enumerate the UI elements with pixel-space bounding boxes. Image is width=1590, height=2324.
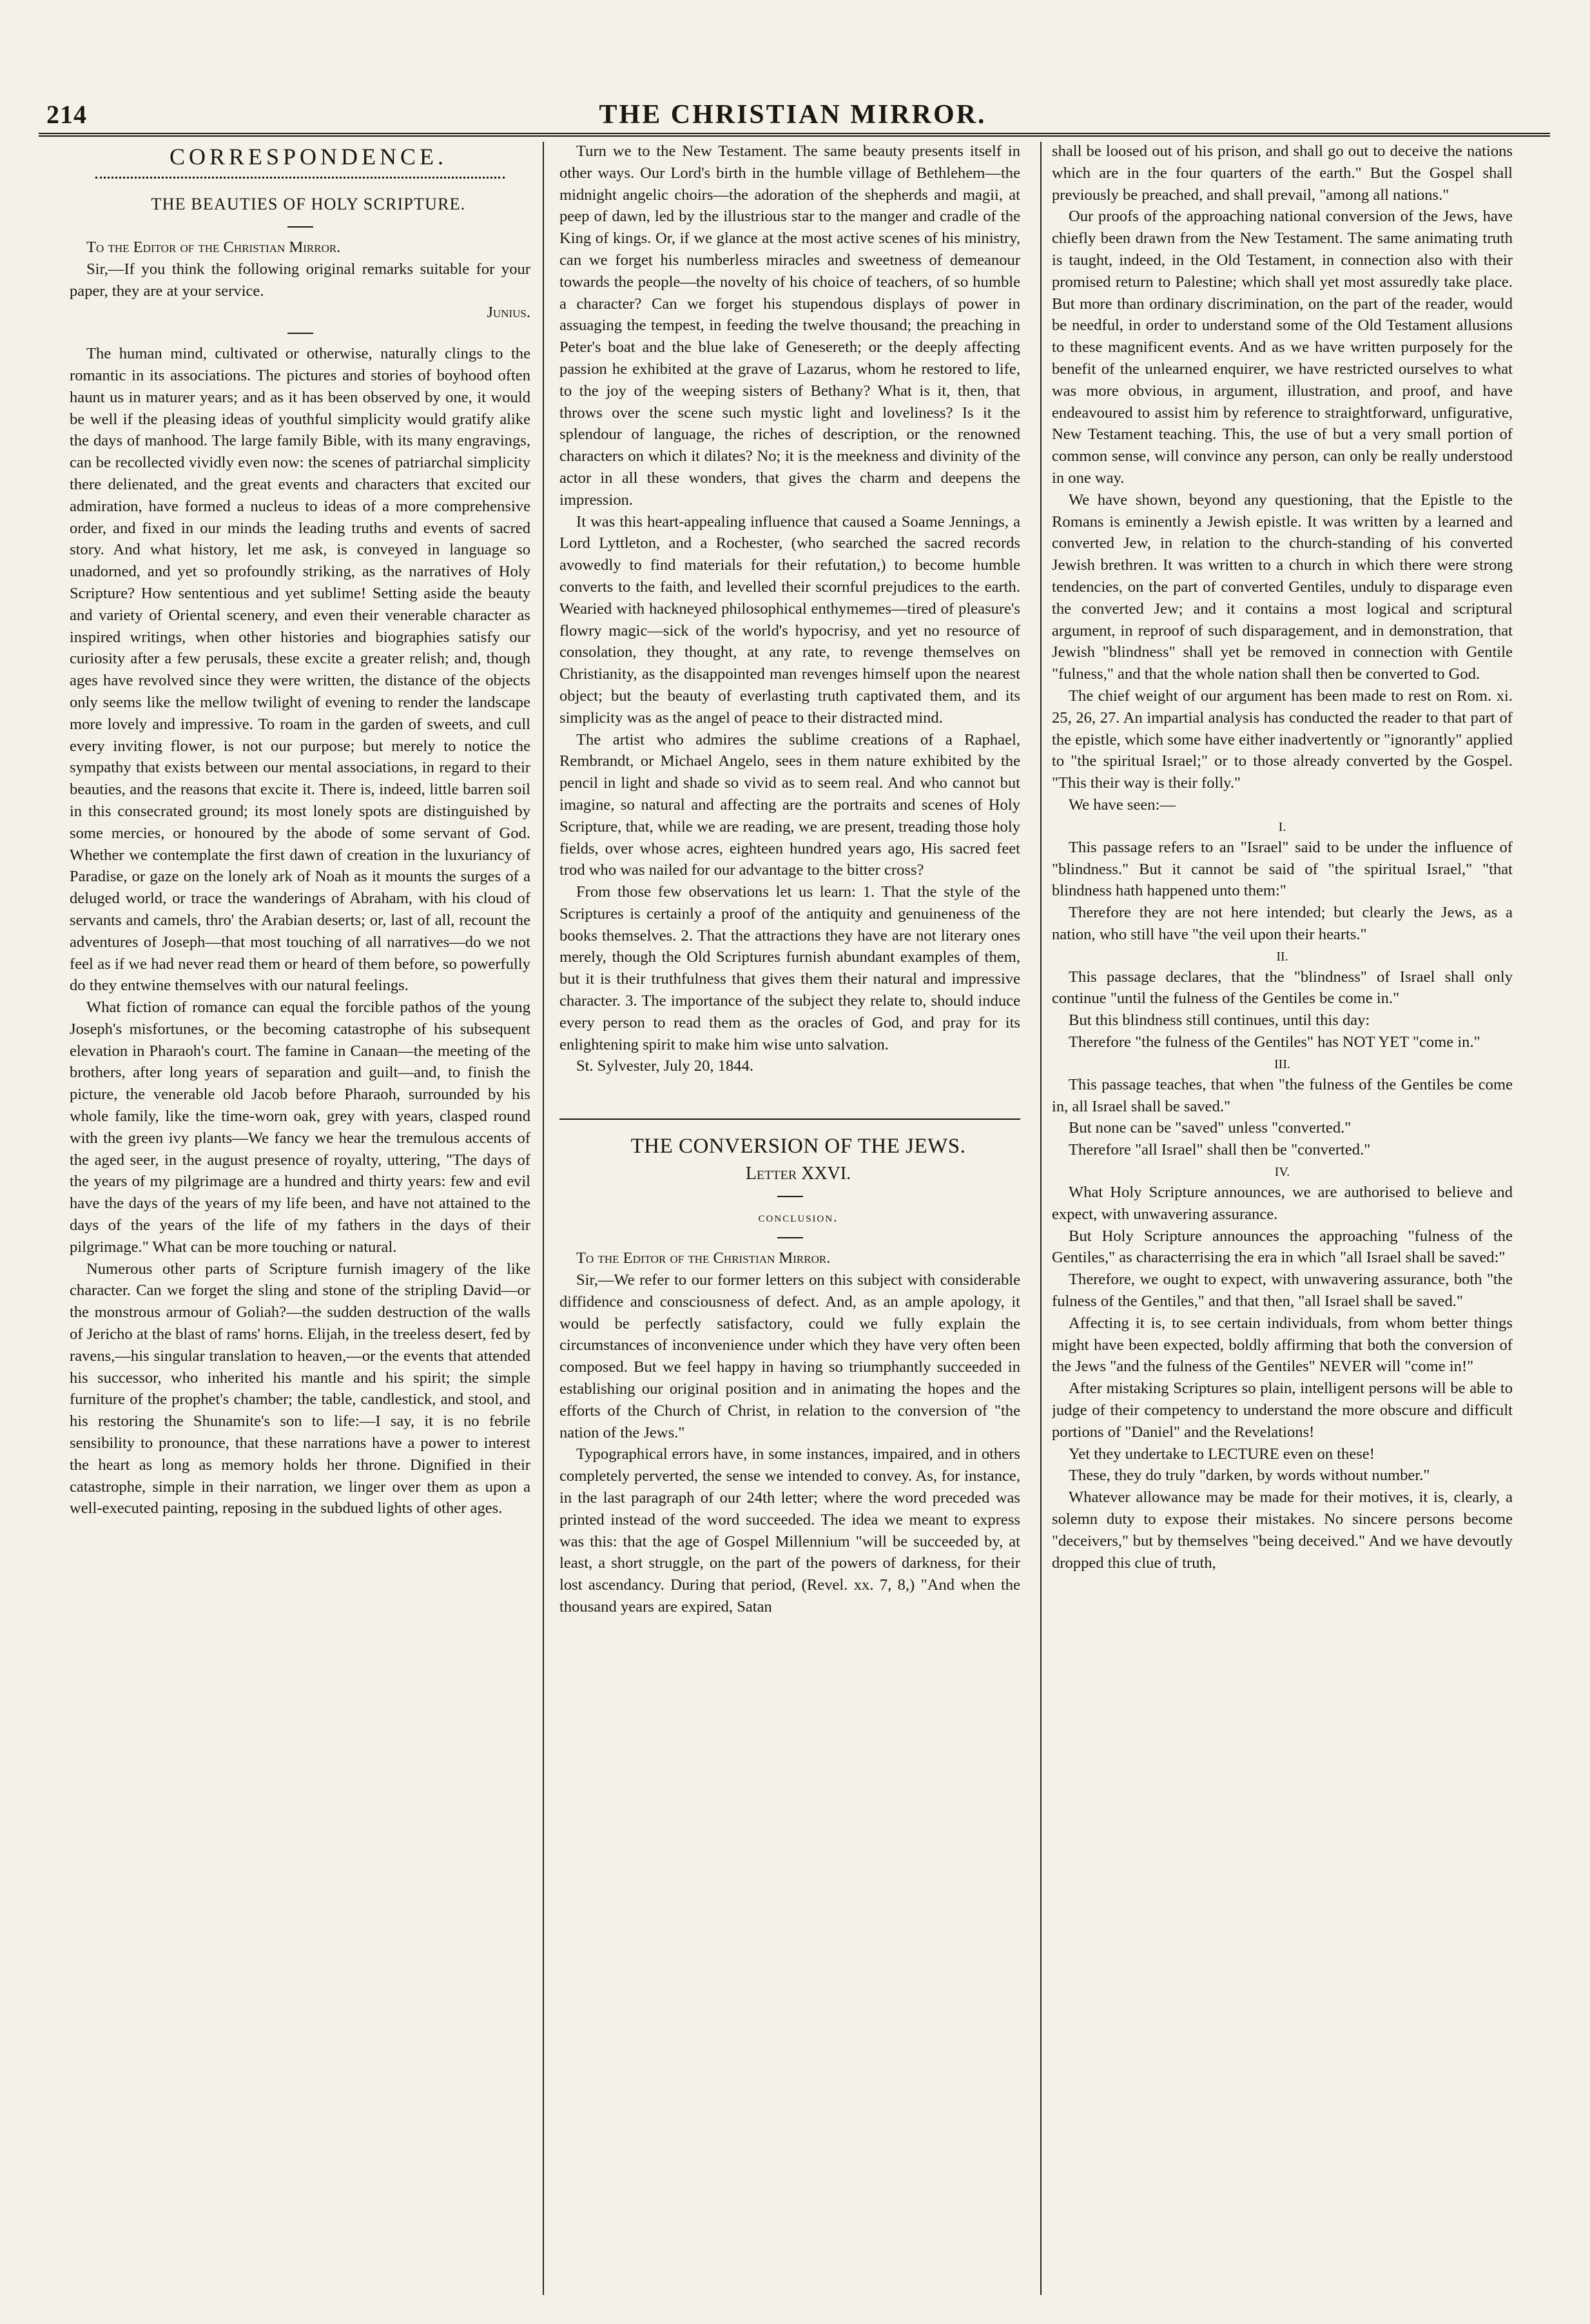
paragraph: But none can be "saved" unless "converted."	[1069, 1119, 1352, 1137]
paragraph: This passage refers to an "Israel" said to be under the influence of "blindness." But it cannot be said of "the spiritual Israel," "that blindness hath happened unto them:"	[1052, 838, 1513, 900]
paragraph: Sir,—We refer to our former letters on this subject with considerable diffidence and consciousness of defect. And, as an ample apology, it would be perfectly satisfactory, could we fully explain the circumstances of inconvenience under which they have very often been composed. But we feel happy in having so triumphantly succeeded in establishing our original position and in animating the hopes and the efforts of the Church of Christ, in relation to the conversion of "the nation of the Jews."	[559, 1271, 1020, 1441]
editor-address: To the Editor of the Christian Mirror.	[86, 239, 341, 256]
article-title: THE CONVERSION OF THE JEWS.	[630, 1135, 966, 1158]
article-title: THE BEAUTIES OF HOLY SCRIPTURE.	[151, 195, 466, 213]
paragraph: Numerous other parts of Scripture furnish imagery of the like character. Can we forget the sling and stone of the stripling David—or the monstrous armour of Goliah?—the sudden destruction of the walls of Jericho at the blast of rams' horns. Elijah, in the treeless desert, fed by ravens,—his singular translation to heaven,—or the events that attended his successor, who inherited his mantle and his spirit; the simple furniture of the prophet's chamber; the table, candlestick, and stool, and his restoring the Shunamite's son to life:—I say, it is no febrile sensibility to pronounce, that these narrations have a power to interest the heart as long as memory holds her throne. Dignified in their catastrophe, simple in their narration, we linger over them as upon a well-executed painting, reposing in the subdued lights of other ages.	[70, 1260, 530, 1518]
paragraph: Yet they undertake to LECTURE even on these!	[1069, 1445, 1375, 1463]
paragraph: The chief weight of our argument has been made to rest on Rom. xi. 25, 26, 27. An impartial analysis has conducted the reader to that part of the epistle, which some have either inadvertently or "ignorantly" applied to "the spiritual Israel;" or to those already converted by the Gospel. "This their way is their folly."	[1052, 687, 1513, 792]
column-1	[70, 141, 530, 2307]
divider	[559, 1118, 1020, 1120]
divider	[777, 1196, 803, 1197]
paragraph: Whatever allowance may be made for their motives, it is, clearly, a solemn duty to expose their mistakes. No sincere persons become "deceivers," but by themselves "being deceived." And we have devoutly dropped this clue of truth,	[1052, 1489, 1513, 1572]
ornamental-rule	[95, 177, 505, 185]
page-header	[39, 97, 1547, 135]
subheading: conclusion.	[758, 1209, 839, 1225]
dateline: St. Sylvester, July 20, 1844.	[576, 1057, 754, 1075]
header-rule	[39, 133, 1550, 137]
paragraph: After mistaking Scriptures so plain, intelligent persons will be able to judge of their competency to understand the more obscure and difficult portions of "Daniel" and the Revelations!	[1052, 1380, 1513, 1441]
page-number: 214	[46, 100, 87, 129]
column-3	[1052, 141, 1513, 2307]
paragraph: Our proofs of the approaching national conversion of the Jews, have chiefly been drawn from the New Testament. The same animating truth is taught, indeed, in the Old Testament, in connection also with their promised return to Palestine; which shall yet most assuredly take place. But more than ordinary discrimination, on the part of the reader, would be needful, in order to understand some of the Old Testament allusions to these magnificent events. And as we have written purposely for the benefit of the unlearned enquirer, we have restricted ourselves to what was more obvious, in argument, illustration, and proof, and have endeavoured to assist him by reference to straightforward, unfigurative, New Testament teaching. This, the use of but a very small portion of common sense, will convince any person, can only be really understood in one way.	[1052, 208, 1513, 487]
paragraph: This passage declares, that the "blindness" of Israel shall only continue "until the fulness of the Gentiles be come in."	[1052, 968, 1513, 1008]
roman-numeral: III.	[1274, 1057, 1290, 1071]
paragraph: From those few observations let us learn: 1. That the style of the Scriptures is certainly a proof of the antiquity and genuineness of the books themselves. 2. That the attractions they have are not literary ones merely, though the Old Scriptures furnish abundant examples of them, but it is their truthfulness that gives them their natural and impressive character. 3. The importance of the subject they relate to, should induce every person to read them as the oracles of God, and pray for its enlightening spirit to make him wise unto salvation.	[559, 883, 1020, 1053]
paragraph: We have seen:—	[1069, 796, 1176, 814]
divider	[287, 226, 313, 228]
paragraph: What Holy Scripture announces, we are authorised to believe and expect, with unwavering assurance.	[1052, 1184, 1513, 1223]
paragraph: The artist who admires the sublime creations of a Raphael, Rembrandt, or Michael Angelo, sees in them nature exhibited by the pencil in light and shade so vivid as to seem real. And who cannot but imagine, so natural and affecting are the portraits and scenes of Holy Scripture, that, while we are reading, we are present, treading those holy fields, over whose acres, eighteen hundred years ago, His sacred feet trod who was nailed for our advantage to the bitter cross?	[559, 730, 1020, 879]
paragraph: Turn we to the New Testament. The same beauty presents itself in other ways. Our Lord's birth in the humble village of Bethlehem—the midnight angelic choirs—the adoration of the shepherds and magii, at peep of dawn, led by the illustrious star to the manger and cradle of the King of kings. Or, if we glance at the most active scenes of his ministry, can we forget his numberless miracles and sweetness of demeanour towards the people—the novelty of his choice of teachers, of so humble a character? Can we forget his stupendous displays of power in assuaging the tempest, in feeding the twelve thousand; the preaching in Peter's boat and the blue lake of Genesereth; or the deeply affecting passion he exhibited at the grave of Lazarus, whom he restored to life, to the joy of the weeping sisters of Bethany? What is it, then, that throws over the scene such mystic light and loveliness? Is it the splendour of language, the riches of description, or the renowned characters on which it dilates? No; it is the meekness and divinity of the actor in all these wonders, that gives the charm and deepens the impression.	[559, 142, 1020, 509]
paragraph: Typographical errors have, in some instances, impaired, and in others completely perverted, the sense we intended to convey. As, for instance, in the last paragraph of our 24th letter; where the word preceded was printed instead of the word succeeded. The idea we meant to express was this: that the age of Gospel Millennium "will be succeeded by, at least, a short struggle, on the part of the powers of darkness, for their lost ascendancy. During that period, (Revel. xx. 7, 8,) "And when the thousand years are expired, Satan	[559, 1445, 1020, 1616]
section-heading: CORRESPONDENCE.	[169, 144, 448, 170]
intro-paragraph: Sir,—If you think the following original remarks suitable for your paper, they are at your service.	[70, 260, 530, 300]
paragraph: Therefore "the fulness of the Gentiles" has NOT YET "come in."	[1069, 1033, 1480, 1051]
divider	[287, 333, 313, 334]
paragraph: But this blindness still continues, until this day:	[1069, 1011, 1370, 1030]
paragraph: Therefore "all Israel" shall then be "converted."	[1069, 1141, 1371, 1159]
paragraph: These, they do truly "darken, by words without number."	[1069, 1467, 1430, 1485]
roman-numeral: II.	[1276, 949, 1288, 964]
paragraph: The human mind, cultivated or otherwise, naturally clings to the romantic in its associations. The pictures and stories of boyhood often haunt us in maturer years; and as it has been observed by one, it would be well if the pleasing ideas of youthful simplicity would gratify alike the days of manhood. The large family Bible, with its many engravings, can be recollected vividly even now: the scenes of patriarchal simplicity there delienated, and the great events and characters that excited our admiration, have formed a nucleus to ideas of a more comprehensive order, and fixed in our minds the leading truths and events of sacred story. And what history, let me ask, is conveyed in language so unadorned, and yet so profoundly striking, as the narratives of Holy Scripture? How sententious and yet sublime! Setting aside the beauty and variety of Oriental scenery, and even their venerable character as inspired writings, when other histories and biographies satisfy our curiosity after a few perusals, these excite a greater relish; and, though ages have revolved since they were written, the distance of the objects only seems like the mellow twilight of evening to render the landscape more lovely and impressive. To roam in the garden of sweets, and cull every inviting flower, is not our purpose; but merely to notice the sympathy that exists between our mental associations, in regard to their beauties, and the reasons that excite it. There is, indeed, little barren soil in this consecrated ground; its most lonely spots are distinguished by some mercies, or honoured by the abode of some servant of God. Whether we contemplate the first dawn of creation in the luxuriancy of Paradise, or gaze on the lonely ark of Noah as it mounts the surges of a deluged world, or trace the wanderings of Abraham, with his cloud of servants and camels, thro' the Arabian deserts; or, last of all, recount the adventures of Joseph—that most touching of all narratives—do we not feel as if we had never read them or heard of them before, so powerfully do they entwine themselves with our natural feelings.	[70, 345, 530, 995]
paragraph: This passage teaches, that when "the fulness of the Gentiles be come in, all Israel shall be saved."	[1052, 1075, 1513, 1115]
paragraph: Therefore, we ought to expect, with unwavering assurance, both "the fulness of the Gentiles," and that then, "all Israel shall be saved."	[1052, 1271, 1513, 1311]
roman-numeral: I.	[1278, 819, 1286, 834]
column-2	[559, 141, 1020, 2307]
roman-numeral: IV.	[1274, 1165, 1290, 1180]
paragraph: Therefore they are not here intended; but clearly the Jews, as a nation, who still have "the veil upon their hearts."	[1052, 904, 1513, 943]
paragraph: But Holy Scripture announces the approaching "fulness of the Gentiles," as characterrising the era in which "all Israel shall be saved:"	[1052, 1227, 1513, 1267]
spacer	[559, 1077, 1020, 1113]
running-title: THE CHRISTIAN MIRROR.	[599, 100, 987, 130]
paragraph: What fiction of romance can equal the forcible pathos of the young Joseph's misfortunes, or the becoming catastrophe of his subsequent elevation in Pharaoh's court. The famine in Canaan—the meeting of the brothers, after long years of separation and guilt—and, to finish the picture, the venerable old Jacob before Pharaoh, surrounded by his whole family, like the time-worn oak, grey with years, clasped round with the green ivy plants—We fancy we hear the tremulous accents of the aged seer, in the august presence of royalty, uttering, "The days of the years of my pilgrimage are a hundred and thirty years: few and evil have the days of the years of my life been, and have not attained to the days of the years of the life of my fathers in the days of their pilgrimage." What can be more touching or natural.	[70, 999, 530, 1256]
column-rule-2	[1040, 142, 1042, 2295]
letter-number: Letter XXVI.	[745, 1164, 851, 1184]
paragraph: shall be loosed out of his prison, and shall go out to deceive the nations which are in the four quarters of the earth." But the Gospel shall previously be preached, and shall prevail, "among all nations."	[1052, 142, 1513, 204]
paragraph: We have shown, beyond any questioning, that the Epistle to the Romans is eminently a Jewish epistle. It was written by a learned and converted Jew, in relation to the church-standing of his converted Jewish brethren. It was written to a church in which there were strong tendencies, on the part of converted Gentiles, unduly to disparage even the converted Jew; and it contains a most logical and scriptural argument, in reproof of such disparagement, and in demonstration, that Jewish "blindness" shall yet be removed in connection with Gentile "fulness," and that the whole nation shall then be converted to God.	[1052, 491, 1513, 683]
editor-address: To the Editor of the Christian Mirror.	[576, 1249, 831, 1267]
signature: Junius.	[487, 304, 530, 322]
paragraph: Affecting it is, to see certain individuals, from whom better things might have been expected, boldly affirming that both the conversion of the Jews "and the fulness of the Gentiles" NEVER will "come in!"	[1052, 1314, 1513, 1376]
paragraph: It was this heart-appealing influence that caused a Soame Jennings, a Lord Lyttleton, and a Rochester, (who searched the sacred records avowedly to find materials for their refutation,) to become humble converts to the faith, and levelled their scornful prejudices to the earth. Wearied with hackneyed philosophical enthymemes—tired of pleasure's flowry magic—sick of the world's hypocrisy, and yet no resource of consolation, they thought, at any rate, to revenge themselves on Christianity, as the disappointed man revenges himself upon the nearest object; but the beauty of everlasting truth captivated them, and its simplicity was as the angel of peace to their distracted mind.	[559, 513, 1020, 727]
divider	[777, 1237, 803, 1238]
column-rule-1	[543, 142, 544, 2295]
